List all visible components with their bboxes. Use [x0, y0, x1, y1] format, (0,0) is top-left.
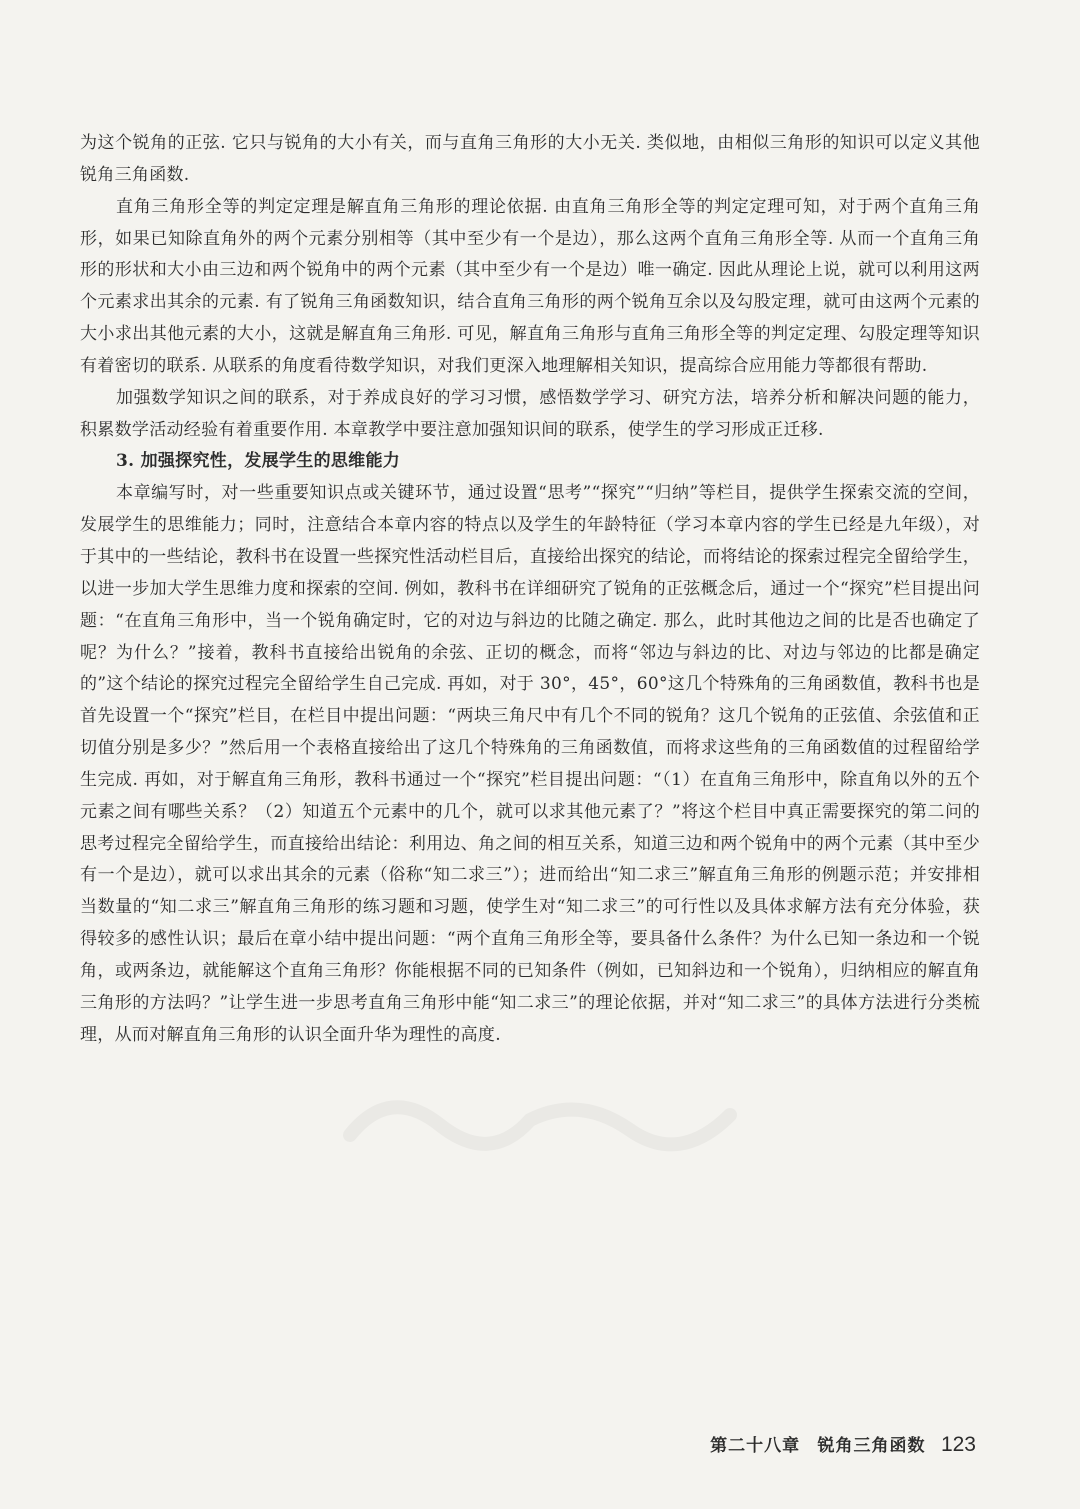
footer-chapter-title: 锐角三角函数 — [817, 1436, 926, 1456]
paragraph-4: 本章编写时，对一些重要知识点或关键环节，通过设置“思考”“探究”“归纳”等栏目，提供学生探索交流的空间，发展学生的思维能力；同时，注意结合本章内容的特点以及学生的年龄特征（学习本章内容的学生已经是九年级），对于其中的一些结论，教科书在设置一些探究性活动栏目后，直接给出探究的结论，而将结论的探索过程完全留给学生，以进一步加大学生思维力度和探索的空间. 例如，教科书在详细研究了锐角的正弦概念后，通过一个“探究”栏目提出问题：“在直角三角形中，当一个锐角确定时，它的对边与斜边的比随之确定. 那么，此时其他边之间的比是否也确定了呢？为什么？”接着，教科书直接给出锐角的余弦、正切的概念，而将“邻边与斜边的比、对边与邻边的比都是确定的”这个结论的探究过程完全留给学生自己完成. 再如，对于 30°，45°，60°这几个特殊角的三角函数值，教科书也是首先设置一个“探究”栏目，在栏目中提出问题：“两块三角尺中有几个不同的锐角？这几个锐角的正弦值、余弦值和正切值分别是多少？”然后用一个表格直接给出了这几个特殊角的三角函数值，而将求这些角的三角函数值的过程留给学生完成. 再如，对于解直角三角形，教科书通过一个“探究”栏目提出问题：“（1）在直角三角形中，除直角以外的五个元素之间有哪些关系？（2）知道五个元素中的几个，就可以求其他元素了？”将这个栏目中真正需要探究的第二问的思考过程完全留给学生，而直接给出结论：利用边、角之间的相互关系，知道三边和两个锐角中的两个元素（其中至少有一个是边），就可以求出其余的元素（俗称“知二求三”）；进而给出“知二求三”解直角三角形的例题示范；并安排相当数量的“知二求三”解直角三角形的练习题和习题，使学生对“知二求三”的可行性以及具体求解方法有充分体验，获得较多的感性认识；最后在章小结中提出问题：“两个直角三角形全等，要具备什么条件？为什么已知一条边和一个锐角，或两条边，就能解这个直角三角形？你能根据不同的已知条件（例如，已知斜边和一个锐角），归纳相应的解直角三角形的方法吗？”让学生进一步思考直角三角形中能“知二求三”的理论依据，并对“知二求三”的具体方法进行分类梳理，从而对解直角三角形的认识全面升华为理性的高度. — [80, 483, 980, 1045]
page-number: 123 — [940, 1433, 976, 1456]
paragraph-1: 为这个锐角的正弦. 它只与锐角的大小有关，而与直角三角形的大小无关. 类似地，由相似三角形的知识可以定义其他锐角三角函数. — [80, 133, 980, 185]
page-body — [80, 128, 980, 1051]
page-footer — [710, 1430, 976, 1461]
paragraph-3: 加强数学知识之间的联系，对于养成良好的学习习惯，感悟数学学习、研究方法，培养分析和解决问题的能力，积累数学活动经验有着重要作用. 本章教学中要注意加强知识间的联系，使学生的学习形成正迁移. — [80, 387, 980, 440]
watermark-graphic — [330, 1075, 750, 1165]
paragraph-2: 直角三角形全等的判定定理是解直角三角形的理论依据. 由直角三角形全等的判定定理可知，对于两个直角三角形，如果已知除直角外的两个元素分别相等（其中至少有一个是边），那么这两个直角三角形全等. 从而一个直角三角形的形状和大小由三边和两个锐角中的两个元素（其中至少有一个是边）唯一确定. 因此从理论上说，就可以利用这两个元素求出其余的元素. 有了锐角三角函数知识，结合直角三角形的两个锐角互余以及勾股定理，就可由这两个元素的大小求出其他元素的大小，这就是解直角三角形. 可见，解直角三角形与直角三角形全等的判定定理、勾股定理等知识有着密切的联系. 从联系的角度看待数学知识，对我们更深入地理解相关知识，提高综合应用能力等都很有帮助. — [80, 196, 980, 376]
section-heading: 3. 加强探究性，发展学生的思维能力 — [116, 451, 401, 472]
footer-chapter: 第二十八章 — [710, 1436, 801, 1456]
